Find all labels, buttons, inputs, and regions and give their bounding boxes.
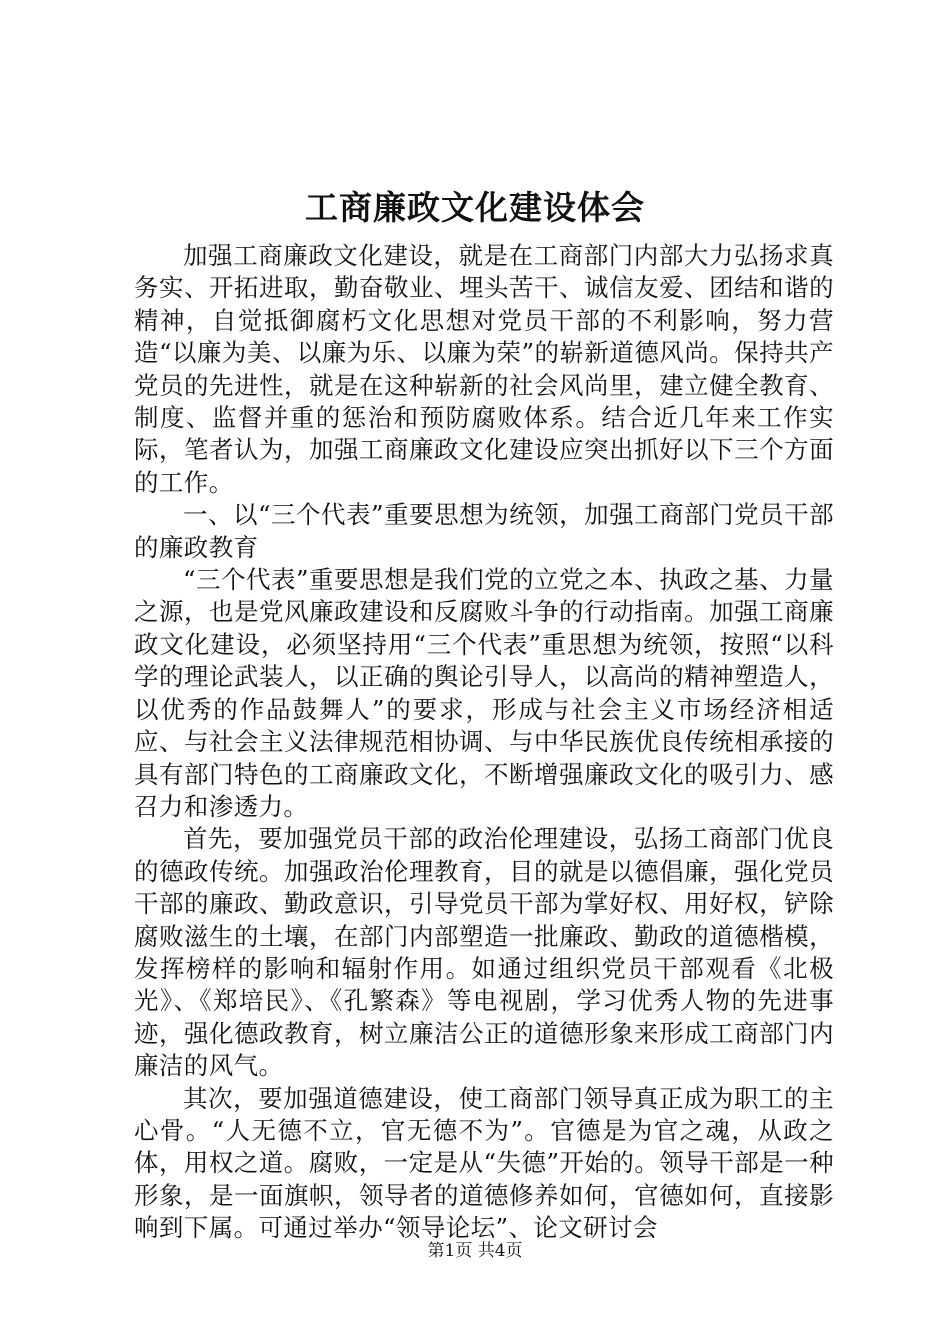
page-footer: 第1页 共4页 xyxy=(427,1241,523,1261)
paragraph-three-represents: “三个代表”重要思想是我们党的立党之本、执政之基、力量之源，也是党风廉政建设和反腐败斗争的行动指南。加强工商廉政文化建设，必须坚持用“三个代表”重思想为统领，按照“以科学的理论武装人，以正确的舆论引导人，以高尚的精神塑造人，以优秀的作品鼓舞人”的要求，形成与社会主义市场经济相适应、与社会主义法律规范相协调、与中华民族优良传统相承接的具有部门特色的工商廉政文化，不断增强廉政文化的吸引力、感召力和渗透力。 xyxy=(134,565,834,821)
section-heading-one: 一、以“三个代表”重要思想为统领，加强工商部门党员干部的廉政教育 xyxy=(134,500,834,562)
paragraph-first-point: 首先，要加强党员干部的政治伦理建设，弘扬工商部门优良的德政传统。加强政治伦理教育，目的就是以德倡廉，强化党员干部的廉政、勤政意识，引导党员干部为掌好权、用好权，铲除腐败滋生的土壤，在部门内部塑造一批廉政、勤政的道德楷模，发挥榜样的影响和辐射作用。如通过组织党员干部观看《北极光》、《郑培民》、《孔繁森》等电视剧，学习优秀人物的先进事迹，强化德政教育，树立廉洁公正的道德形象来形成工商部门内廉洁的风气。 xyxy=(134,824,834,1081)
paragraph-intro: 加强工商廉政文化建设，就是在工商部门内部大力弘扬求真务实、开拓进取，勤奋敬业、埋头苦干、诚信友爱、团结和谐的精神，自觉抵御腐朽文化思想对党员干部的不利影响，努力营造“以廉为美、以廉为乐、以廉为荣”的崭新道德风尚。保持共产党员的先进性，就是在这种崭新的社会风尚里，建立健全教育、制度、监督并重的惩治和预防腐败体系。结合近几年来工作实际，笔者认为，加强工商廉政文化建设应突出抓好以下三个方面的工作。 xyxy=(134,241,834,497)
document-title: 工商廉政文化建设体会 xyxy=(305,188,645,227)
paragraph-second-point: 其次，要加强道德建设，使工商部门领导真正成为职工的主心骨。“人无德不立，官无德不为”。官德是为官之魂，从政之体，用权之道。腐败，一定是从“失德”开始的。领导干部是一种形象，是一面旗帜，领导者的道德修养如何，官德如何，直接影响到下属。可通过举办“领导论坛”、论文研讨会 xyxy=(134,1083,834,1243)
document-body xyxy=(134,240,834,1245)
